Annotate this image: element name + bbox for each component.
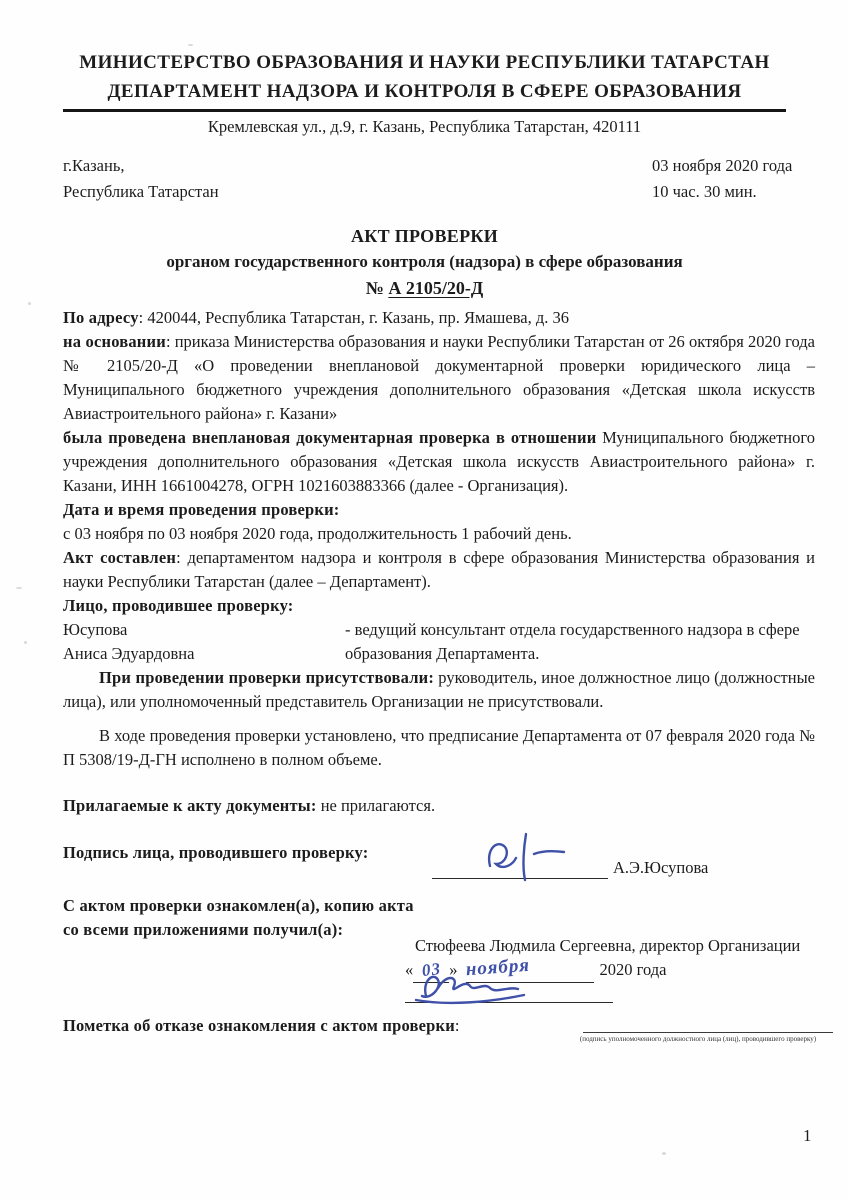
inspector-position-line2: образования Департамента. <box>345 644 540 663</box>
doc-date: 03 ноября 2020 года <box>652 156 793 175</box>
quote-close: » <box>449 960 458 979</box>
composed-value: : департаментом надзора и контроля в сфере образования Министерства образования и науки Республики Татарстан (далее – Департамент). <box>63 548 815 591</box>
address-value: : 420044, Республика Татарстан, г. Казань, пр. Ямашева, д. 36 <box>138 308 569 327</box>
paragraph-basis <box>63 330 815 426</box>
refusal-label-row <box>63 1014 460 1038</box>
department-name: ДЕПАРТАМЕНТ НАДЗОРА И КОНТРОЛЯ В СФЕРЕ ОБРАЗОВАНИЯ <box>107 81 742 102</box>
composed-label: Акт составлен <box>63 548 177 567</box>
scan-speck <box>662 1152 666 1155</box>
refusal-caption: (подпись уполномоченного должностного лица (лиц), проводившего проверку) <box>579 1035 817 1043</box>
paragraph-datetime-label <box>63 498 815 522</box>
date-year: 2020 года <box>599 960 667 979</box>
inspector-firstname: Аниса Эдуардовна <box>63 644 195 663</box>
paragraph-datetime-value <box>63 522 815 546</box>
inspector-signature-label: Подпись лица, проводившего проверку: <box>63 843 369 862</box>
handwritten-day: 03 <box>420 958 442 981</box>
present-label: При проведении проверки присутствовали: <box>99 668 435 687</box>
inspector-block <box>63 618 815 666</box>
title-subtitle: органом государственного контроля (надзора) в сфере образования <box>166 252 683 271</box>
inspector-position-line1: - ведущий консультант отдела государственного надзора в сфере <box>345 620 800 639</box>
paragraph-findings: В ходе проведения проверки установлено, что предписание Департамента от 07 февраля 2020 года № П 5308/19-Д-ГН исполнено в полном объеме. <box>63 726 815 769</box>
page-number: 1 <box>803 1126 812 1145</box>
director-signature-ink <box>412 966 562 1010</box>
basis-value: : приказа Министерства образования и науки Республики Татарстан от 26 октября 2020 года № 2105/20-Д «О проведении внеплановой документарной проверки юридического лица – Муниципального бюджетного учреждения дополнительного образования «Детская школа искусств Авиастроительного района» г. Казани» <box>63 332 816 423</box>
datetime-value: с 03 ноября по 03 ноября 2020 года, продолжительность 1 рабочий день. <box>63 524 572 543</box>
paragraph-present <box>63 666 815 714</box>
letterhead-rule <box>63 109 786 112</box>
refusal-signature-line <box>583 1032 833 1033</box>
place-region: Республика Татарстан <box>63 182 219 201</box>
attachments-label: Прилагаемые к акту документы: <box>63 796 317 815</box>
title-main: АКТ ПРОВЕРКИ <box>350 226 499 246</box>
paragraph-attachments <box>63 794 815 818</box>
address-label: По адресу <box>63 308 139 327</box>
refusal-colon: : <box>454 1016 460 1035</box>
refusal-label: Пометка об отказе ознакомления с актом проверки <box>63 1016 455 1035</box>
scan-speck <box>16 587 22 589</box>
document-title <box>63 223 786 301</box>
letterhead <box>63 48 786 106</box>
ministry-name: МИНИСТЕРСТВО ОБРАЗОВАНИЯ И НАУКИ РЕСПУБЛИКИ ТАТАРСТАН <box>79 52 770 73</box>
attachments-value: не прилагаются. <box>316 796 436 815</box>
inspector-position <box>345 618 815 666</box>
conducted-value: Муниципального бюджетного учреждения дополнительного образования «Детская школа искусств Авиастроительного района» г. Казани, ИНН 1661004278, ОГРН 1021603883366 (далее - Организация). <box>63 428 815 495</box>
paragraph-conducted <box>63 426 815 498</box>
letterhead-address: Кремлевская ул., д.9, г. Казань, Республика Татарстан, 420111 <box>207 117 642 136</box>
acquainted-line1: С актом проверки ознакомлен(а), копию акта <box>63 896 414 915</box>
paragraph-composed <box>63 546 815 594</box>
document-body <box>63 306 815 818</box>
datetime-block <box>652 153 792 205</box>
handwritten-month: ноября <box>464 954 531 981</box>
inspector-signature-ink <box>468 828 588 884</box>
place-block <box>63 153 219 205</box>
inspector-surname: Юсупова <box>63 620 128 639</box>
conducted-label: была проведена внеплановая документарная проверка в отношении <box>63 428 597 447</box>
paragraph-inspector-label <box>63 594 815 618</box>
doc-time: 10 час. 30 мин. <box>652 182 757 201</box>
datetime-label: Дата и время проведения проверки: <box>63 500 340 519</box>
acquainted-line2: со всеми приложениями получил(а): <box>63 920 344 939</box>
paragraph-address <box>63 306 815 330</box>
scan-speck <box>188 44 193 46</box>
director-name: Стюфеева Людмила Сергеевна, директор Организации <box>415 936 801 955</box>
title-number <box>63 275 786 301</box>
place-city: г.Казань, <box>63 156 125 175</box>
basis-label: на основании <box>63 332 166 351</box>
quote-open: « <box>405 960 414 979</box>
inspector-label: Лицо, проводившее проверку: <box>63 596 294 615</box>
present-value: руководитель, иное должностное лицо (должностные лица), или уполномоченный представитель Организации не присутствовали. <box>63 668 815 711</box>
scan-speck <box>28 302 31 305</box>
inspector-signature-name: А.Э.Юсупова <box>613 858 709 877</box>
act-number: А 2105/20-Д <box>388 278 484 298</box>
inspector-names <box>63 618 345 666</box>
scan-speck <box>24 641 27 644</box>
number-prefix: № <box>365 278 389 298</box>
